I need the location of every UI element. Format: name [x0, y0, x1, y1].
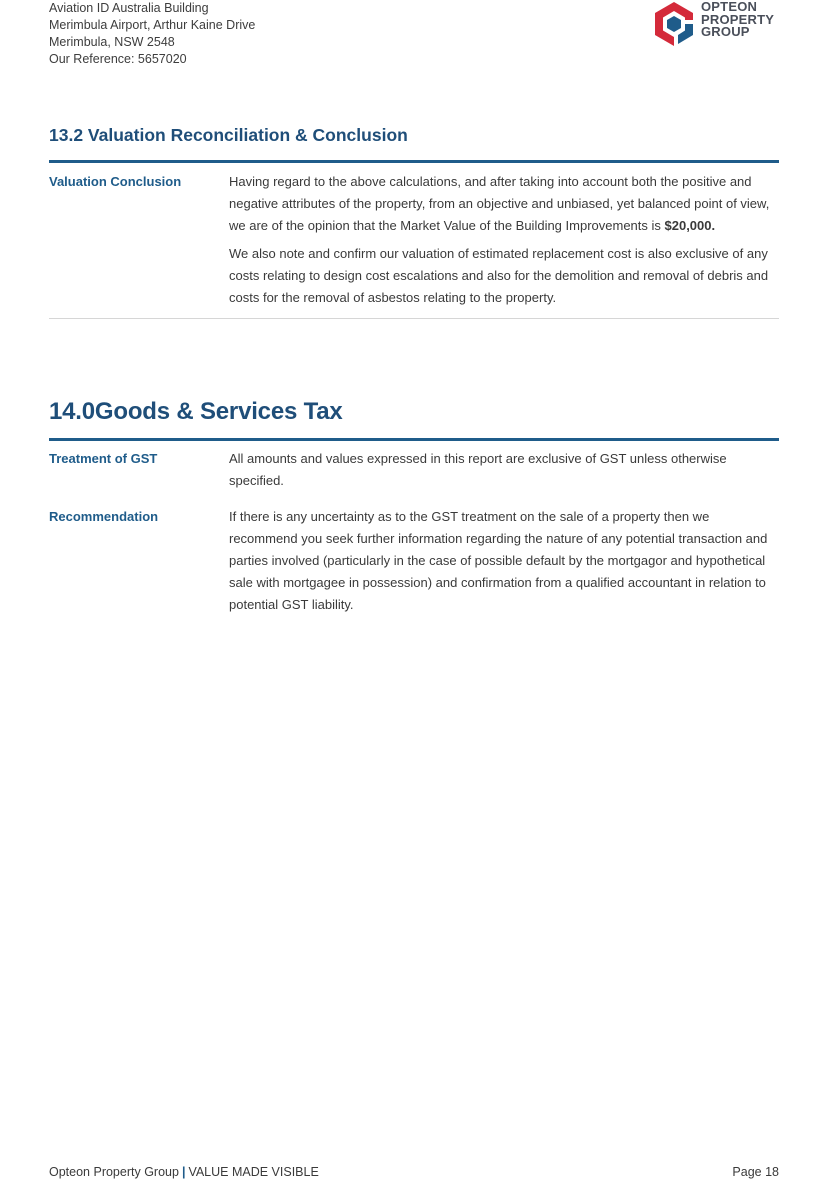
logo-line: OPTEON [701, 0, 758, 14]
opteon-logo [651, 0, 786, 48]
header-address [49, 0, 255, 68]
row-body: If there is any uncertainty as to the GST treatment on the sale of a property then we recommend you seek further information regarding the nature of any potential transaction and parties involved (particularly in the case of possible default by the mortgagor and hypothetical sale with mortgagee in possession) and confirmation from a qualified accountant in relation to potential GST liability. [229, 509, 768, 612]
address-line: Merimbula, NSW 2548 [49, 35, 175, 49]
valuation-paragraph [229, 171, 779, 237]
footer-left [49, 1165, 319, 1179]
address-line: Aviation ID Australia Building [49, 1, 209, 15]
section-valuation-reconciliation [49, 125, 779, 319]
row-valuation-conclusion [49, 171, 779, 309]
row-label: Treatment of GST [49, 451, 158, 466]
address-line: Merimbula Airport, Arthur Kaine Drive [49, 18, 256, 32]
footer-company: Opteon Property Group [49, 1165, 179, 1179]
logo-wordmark [701, 1, 774, 39]
opteon-hexagon-logo-icon [651, 0, 697, 48]
reference-line: Our Reference: 5657020 [49, 52, 187, 66]
section-gst [49, 398, 779, 616]
section-heading: 14.0Goods & Services Tax [49, 398, 343, 425]
heading-rule [49, 438, 779, 441]
row-body: All amounts and values expressed in this report are exclusive of GST unless otherwise specified. [229, 451, 727, 488]
exclusion-paragraph: We also note and confirm our valuation of estimated replacement cost is also exclusive of any costs relating to design cost escalations and also for the demolition and removal of debris and costs for the removal of asbestos relating to the property. [229, 246, 769, 305]
footer-tagline: VALUE MADE VISIBLE [188, 1165, 319, 1179]
logo-line: GROUP [701, 24, 750, 39]
footer-separator: | [181, 1165, 186, 1179]
row-body [229, 171, 779, 309]
valuation-amount: $20,000. [664, 218, 716, 233]
row-label: Valuation Conclusion [49, 174, 182, 189]
row-recommendation [49, 506, 779, 616]
heading-rule [49, 160, 779, 163]
row-label: Recommendation [49, 509, 159, 524]
section-heading: 13.2 Valuation Reconciliation & Conclusion [49, 125, 408, 145]
page-number: Page 18 [732, 1165, 779, 1179]
row-treatment-of-gst [49, 448, 779, 492]
section-end-rule [49, 318, 779, 319]
logo-line: PROPERTY [701, 11, 775, 27]
valuation-paragraph-text: Having regard to the above calculations, and after taking into account both the positive and negative attributes of the property, from an objective and unbiased, yet balanced point of view, we are of the opinion that the Market Value of the Building Improvements is [229, 174, 770, 233]
